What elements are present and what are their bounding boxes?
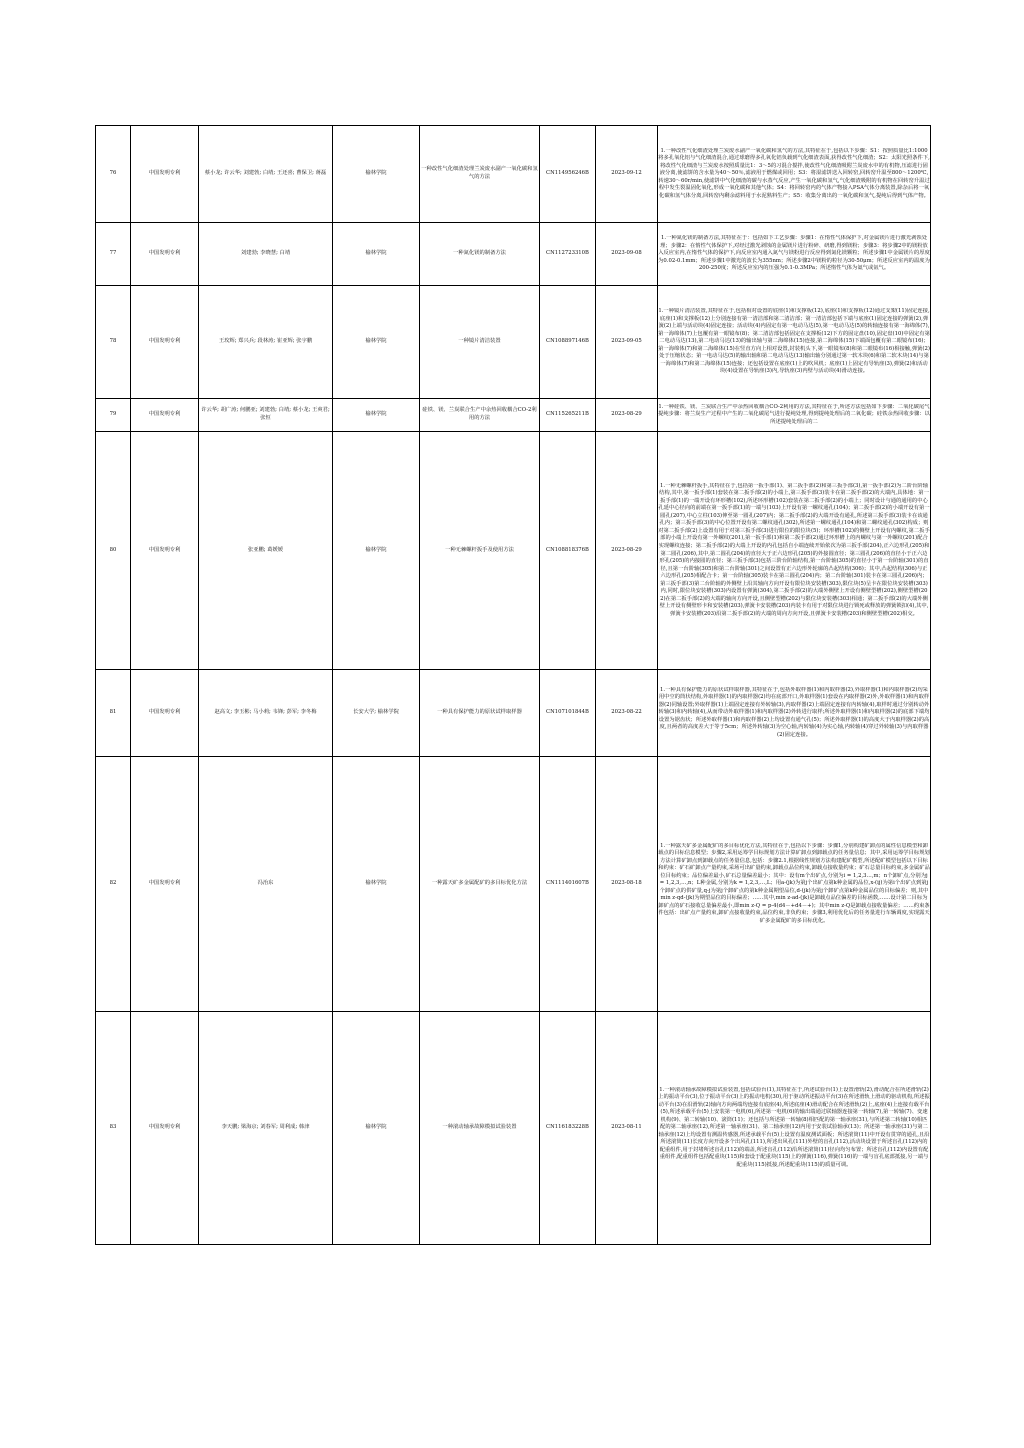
applicant: 榆林学院: [333, 399, 420, 432]
grant-date: 2023-08-29: [596, 399, 658, 432]
row-number: 79: [96, 399, 131, 432]
grant-date: 2023-09-08: [596, 223, 658, 286]
grant-date: 2023-08-29: [596, 432, 658, 670]
patent-type: 中国发明专利: [131, 126, 199, 223]
patent-number: CN115265211B: [540, 399, 596, 432]
applicant: 榆林学院: [333, 432, 420, 670]
row-number: 81: [96, 670, 131, 757]
inventors: 张亚鹏; 葛媛媛: [199, 432, 333, 670]
patent-number: CN114956246B: [540, 126, 596, 223]
applicant: 榆林学院: [333, 757, 420, 1012]
claim-text: [658, 223, 931, 286]
patent-number: CN111401607B: [540, 757, 596, 1012]
patent-type: 中国发明专利: [131, 757, 199, 1012]
grant-date: 2023-09-05: [596, 286, 658, 399]
claim-text-body: 1.一种滚动轴承故障模拟试验装置,包括试验台(1),其特征在于,所述试验台(1)上设置滑轨(2),滑动配合在所述滑轨(2)上的振动平台(3),位于振动平台(3)上的振动电机(30),用于驱动所述振动平台(3)在所述滑轨上滑动的驱动机构,所述振动平台(3)在沿滑轨(2)轴向方向两端均连接有底座(4),所述底座(4)滑动配合在所述滑轨(2)上,底座(4)上连接有载平台(5),所述承载平台(5)上安装第一电机(6),所述第一电机(6)的输出端通过联轴器连接第一转轴(7),第一转轴(7)、变速机构(9)、第二转轴(10)、滚筒(11)；还包括与所述第一转轴(8)相匹配的第一轴承座(31),与所述第二转轴(10)相匹配的第二轴承座(12),所述第一轴承座(31)、第二轴承座(12)内用于安装试验轴承(13)；所述第一轴承座(31)与第二轴承座(12)上均设置有测温传感器,所述承载平台(5)上设置有温度测试面板；所述滚筒(11)中开设有贯穿的通孔,且沿所述滚筒(11)长度方向开设多个出风孔(111),所述出风孔(111)外壁的盲孔(112),活动块设置于所述盲孔(112)内的配重组件,用于封堵所述盲孔(112)的端盖,所述盲孔(112)沿所述滚筒(11)径向均匀布置；所述盲孔(112)内设置有配重组件,配重组件包括配重块(115)和套设于配重块(115)上的弹簧(116),弹簧(116)的一端与盲孔底部抵接,另一端与配重块(115)抵接,所述配重块(115)的质量可调。: [658, 1086, 930, 1168]
claim-text-body: 1.一种无棘螺杆扳手,其特征在于,包括第一扳手部(1)、第二扳手部(2)和第三扳手部(3),第一扳手部(2)为二阶台阶轴结构,其中,第一扳手部(1)套装在第二扳手部(2)的小端上,第三扳手部(3)装卡在第二扳手部(2)的大端内,具体地：第一扳手部(1)的一端开设有环形槽(102),所述环形槽(102)套装在第二扳手部(2)的小端上；同时设计与通的通用的中心孔延中心径向的前端在第一扳手部(1)的一端与(103)上开设有第一螺纹通孔(104)；第二扳手部(2)的小端开设有第一圆孔(207),中心立柱(103)伸至第一圆孔(207)内；第二扳手部(2)的大端开设有通孔,所述第三扳手部(3)装卡在该通孔内；第三扳手部(3)的中心位置开设有第二螺纹通孔(302),所述第一螺纹通孔(104)和第二螺纹通孔(302)构成；则对第二扳手部(2)上设置有用于对第三扳手部(3)进行限位的限位块(5)；环形槽(102)的侧壁上开设有内螺纹,第二扳手部的小端上开设有第一外螺纹(201),第一扳手部(1)和第二扳手部(2)通过环形槽上的内螺纹与第一外螺纹(201)配合实现螺纹连接；第二扳手部(2)的大端上开设的内孔包括自小端连续开始依次为第三扳手部(204),正六边形孔(205)和第二圆孔(206),其中,第二圆孔(204)的直径大于正六边形孔(205)的外接圆直径；第三圆孔(206)的直径小于正六边形孔(205)的内接圆的直径；第三扳手部(3)包括三阶台阶轴结构,第一台阶轴(305)的直径小于第一台阶轴(301)的直径,且第一台阶轴(305)和第二台阶轴(301)之间设置有正六边形外轮廓的凸起结构(306)；其中,凸起结构(306)与正六边形孔(205)相配合卡；第一台阶轴(305)装卡在第三圆孔(204)内；第二台阶轴(301)装卡在第三圆孔(206)内；第三扳手部(3)第二台阶轴的外侧壁上沿其轴向方向开设有限位块安装槽(303),限位块(5)呈卡在限位块安装槽(303)内,同时,限位块安装槽(303)内设置有弹簧(304),第二扳手部(2)的大端外侧壁上开设有侧壁型槽(202),侧壁型槽(202)在第二扳手部(2)的大端的轴向方向开设,且侧壁型槽(202)与限位块安装槽(303)相通；第二扳手部(2)的大端外侧壁上开设有侧壁形卡和安装槽(203),弹簧卡安装槽(203)内装卡有用于对限位块进行锁死或释放的弹簧锁扣(4),其中,弹簧卡安装槽(203)沿第二扳手部(2)的大端的周向方向开设,且弹簧卡安装槽(203)和侧壁型槽(202)相交。: [658, 482, 930, 617]
patent-type: 中国发明专利: [131, 670, 199, 757]
patent-type: 中国发明专利: [131, 399, 199, 432]
applicant: 榆林学院: [333, 286, 420, 399]
applicant: 长安大学; 榆林学院: [333, 670, 420, 757]
patent-table: [95, 125, 931, 1245]
patent-title: 一种改性气化细渣处理兰炭废水副产一氧化碳和氢气的方法: [420, 126, 540, 223]
patent-number: CN108897146B: [540, 286, 596, 399]
claim-text: [658, 670, 931, 757]
patent-type: 中国发明专利: [131, 286, 199, 399]
table-row: [96, 670, 931, 757]
claim-text-body: 1.一种露天矿多金属配矿的多目标优化方法,其特征在于,包括以下步骤：步骤1,分别构建矿卸点的属性信息模型和卸载点的目标信息模型；步骤2,采用运筹学目标规划方法计算矿卸点到卸载点的任务量信息；其中,采用运筹学目标规划方法计算矿卸点到卸载点的任务量信息,包括：步骤2.1,根据线性规划方法构建配矿模型,所述配矿模型包括以下目标和约束：矿石矿卸点产量约束,采场可出矿量约束,卸载点品位约束,卸载点接收量约束；矿石总量目标约束,多金属矿品位目标约束；品位偏差最小,矿石总量偏差最小；其中：设有m个出矿点,分别为i = 1,2,3…,m；n个卸矿点,分别为j = 1,2,3,…,n；L种金属,分别为k = 1,2,3,…,L；用a-(jk)为第j个出矿点第k种金属的品位,x-(ij)为第i个出矿点到第j个卸矿点的供矿量,q-j为第j个卸矿点的第k种金属期望品位,d-(jk)为第j个卸矿点第k种金属品位的目标偏差；则,其中min z-qd-(jk)为期望品位的目标偏差；……其中,min z-ad-(jk)是卸载点品位偏差的目标函数,……设计第二目标为卸矿点的矿石接收总量偏差最小,即min z-Q = p-4(d4－+d4－+)；其中min z-Q是卸载点接收量偏差；……约束条件包括：出矿点产量约束,卸矿点接收量约束,品位约束,非负约束；步骤3,利用优化后的任务量进行车辆调度,实现露天矿多金属配矿的多目标优化。: [658, 842, 930, 924]
claim-text: [658, 1012, 931, 1245]
patent-number: CN108818376B: [540, 432, 596, 670]
row-number: 83: [96, 1012, 131, 1245]
patent-title: 一种氮化镁的制备方法: [420, 223, 540, 286]
grant-date: 2023-08-22: [596, 670, 658, 757]
claim-text-body: 1.一种具有保护能力的原状试样取样器,其特征在于,包括外取样器(1)和内取样器(2),外取样器(1)和内取样器(2)均采用中空的筒状结构,外取样器(1)的内取样器(2)均在底部开口,外取样器(1)套设在内取样器(2)外,外取样器(1)和内取样器(2)同轴设置;外取样器(1)上端固定连接有外转轴(3),内取样器(2)上端固定连接有内转轴(4),取样时通过分别转动外转轴(3)和内转轴(4),从而带动外取样器(1)和内取样器(2)外转进行取样;所述外取样器(1)和内取样器(2)的底部下端均设置为锯齿状；所述外取样器(1)和内取样器(2)上均设置有通气孔(5)；所述外取样器(1)的高度大于内取样器(2)的高度,且两者的高度差大于等于5cm；所述外转轴(3)为空心轴,内转轴(4)为实心轴,内转轴(4)穿过外转轴(3)与内取样器(2)固定连接。: [658, 686, 930, 738]
table-row: [96, 432, 931, 670]
inventors: 李天鹏; 梁海京; 刘春军; 周利成; 韩津: [199, 1012, 333, 1245]
table-row: [96, 757, 931, 1012]
inventors: 赵高文; 李玉彬; 马小莉; 韦锋; 彭军; 李冬梅: [199, 670, 333, 757]
inventors: 冯治东: [199, 757, 333, 1012]
applicant: 榆林学院: [333, 1012, 420, 1245]
table-row: [96, 1012, 931, 1245]
table-row: [96, 399, 931, 432]
patent-number: CN112723310B: [540, 223, 596, 286]
row-number: 82: [96, 757, 131, 1012]
patent-type: 中国发明专利: [131, 432, 199, 670]
row-number: 77: [96, 223, 131, 286]
patent-number: CN107101844B: [540, 670, 596, 757]
inventors: 蔡小龙; 许云华; 刘建勃; 白靖; 王还喜; 曹保卫; 蒋磊: [199, 126, 333, 223]
claim-text: [658, 126, 931, 223]
row-number: 80: [96, 432, 131, 670]
grant-date: 2023-08-18: [596, 757, 658, 1012]
claim-text: [658, 399, 931, 432]
patent-title: 一种无棘螺杆扳手及使用方法: [420, 432, 540, 670]
row-number: 78: [96, 286, 131, 399]
patent-number: CN116183228B: [540, 1012, 596, 1245]
patent-type: 中国发明专利: [131, 223, 199, 286]
table-row: [96, 223, 931, 286]
patent-title: 硅铁、镁、兰炭联合生产中余热回收耦合CO-2利用的方法: [420, 399, 540, 432]
claim-text-body: 1.一种改性气化细渣处理兰炭废水副产一氧化碳和氢气的方法,其特征在于,包括以下步骤：S1：按照质量比1:1000将多孔氧化铝与气化细渣混合,通过球磨得多孔氧化铝负载到气化细渣表面,获得改性气化细渣；S2：太阳光照条件下,将改性气化细渣与兰炭废水按照质量比1：3～5的习混合搅拌,使改性气化细渣吸附兰炭废水中的有机物,压滤进行固液分离,使滤饼的含水量为40～50％,滤液用于燃煤或回用；S3：将湿滤饼送入回转窑,回转窑升温至800～1200℃,转速30～60r/min,使滤饼中气化细渣的碳与水蒸气反应,产生一氧化碳和氢气,气化细渣吸附的有机物在回转窑升温过程中发生裂温固化氧化,形成一氧化碳和其他气体；S4：将回转窑内的气体产物接入PSA气体分离装置,除杂后将一氧化碳和氢气体分离,回转窑内剩余滤料用于水泥熟料生产；S5：收集分离出的一氧化碳和氢气,提纯后得到气体产物。: [658, 147, 930, 199]
claim-text: [658, 432, 931, 670]
applicant: 榆林学院: [333, 223, 420, 286]
table-row: [96, 286, 931, 399]
table-row: [96, 126, 931, 223]
grant-date: 2023-08-11: [596, 1012, 658, 1245]
patent-title: 一种具有保护能力的原状试样取样器: [420, 670, 540, 757]
claim-text: [658, 286, 931, 399]
patent-title: 一种镜片清洁装置: [420, 286, 540, 399]
claim-text-body: 1.一种硅铁、镁、兰炭联合生产中余热回收耦合CO-2利用的方法,其特征在于,所述方法包括如下步骤：二氧化碳尾气提纯步骤：将兰炭生产过程中产生的二氧化碳尾气进行提纯处理,得到提纯处理后的二氧化碳；硅铁余热回收步骤：以所述提纯处理后的二: [658, 403, 930, 425]
inventors: 王玫辉; 郑兴兵; 段林涛; 崔亚辉; 张宇鹏: [199, 286, 333, 399]
claim-text: [658, 757, 931, 1012]
grant-date: 2023-09-12: [596, 126, 658, 223]
claim-text-body: 1.一种氮化镁的制备方法,其特征在于：包括如下工艺步骤：步骤1：在惰性气体保护下,对金属镁片进行激光剥蚀处理；步骤2：在惰性气体保护下,对经过激光剥蚀的金属镁片进行粉碎、研磨,得到镁粉；步骤3：将步骤2中的镁粉放入反应室内,在惰性气体的保护下,向反应室内通入氮气与镁粉进行反应得到氮化镁颗粒；所述步骤1中金属镁片的厚度为0.02-0.1mm；所述步骤1中激光的波长为355nm；所述步骤2中镁粉的粒径为30-50μm；所述反应室内的温度为200-250度；所述反应室内的压强为0.1-0.3MPa；所述惰性气体为氦气或氩气。: [658, 235, 930, 272]
patent-title: 一种露天矿多金属配矿的多目标优化方法: [420, 757, 540, 1012]
patent-type: 中国发明专利: [131, 1012, 199, 1245]
patent-title: 一种滚动轴承故障模拟试验装置: [420, 1012, 540, 1245]
applicant: 榆林学院: [333, 126, 420, 223]
row-number: 76: [96, 126, 131, 223]
inventors: 许云华; 胡广涛; 何鹏亚; 刘建勃; 白靖; 蔡小龙; 王爽君; 张恒: [199, 399, 333, 432]
claim-text-body: 1.一种镜片清洁装置,其特征在于,包括相对设置的底座(1)和支撑板(12),底座(1)和支撑板(12)通过支架(11)固定连接,底座(1)和支撑板(12)上分别连接有第一清洁部和第二清洁部；第一清洁部包括下端与底座(1)固定连接的弹簧(2),弹簧(2)上端与活动块(4)固定连接；活动块(4)内固定有第一电动马达(5),第一电动马达(5)的转轴连接有第一海绵体(7),第一海绵体(7)上包覆有第一眼镜布(8)；第二清洁部包括固定在支撑板(12)下方的固定盘(10),固定盘(10)中固定有第二电动马达(13),第二电动马达(13)的输出轴与第二海绵体(15)连接,第二海绵体(15)下端面包覆有第二眼镜布(16)；第一海绵体(7)和第二海绵体(15)在竖直方向上相对设置,封装机头下,第一眼镜布(8)和第二眼镜布(16)相接触,弹簧(2)处于压缩状态；第一电动马达(5)的输出轴和第二电动马达(13)输出轴分别通过第一软木块(6)和第二软木块(14)与第一海绵体(7)和第二海绵体(15)连接；还包括设置在底座(1)上的吹风机；底座(1)上固定有导轨座(3),弹簧(2)和活动块(4)设置在导轨座(3)内,导轨座(3)内壁与活动块(4)滑动连接。: [658, 308, 930, 375]
inventors: 刘建勃; 李晓慧; 白靖: [199, 223, 333, 286]
